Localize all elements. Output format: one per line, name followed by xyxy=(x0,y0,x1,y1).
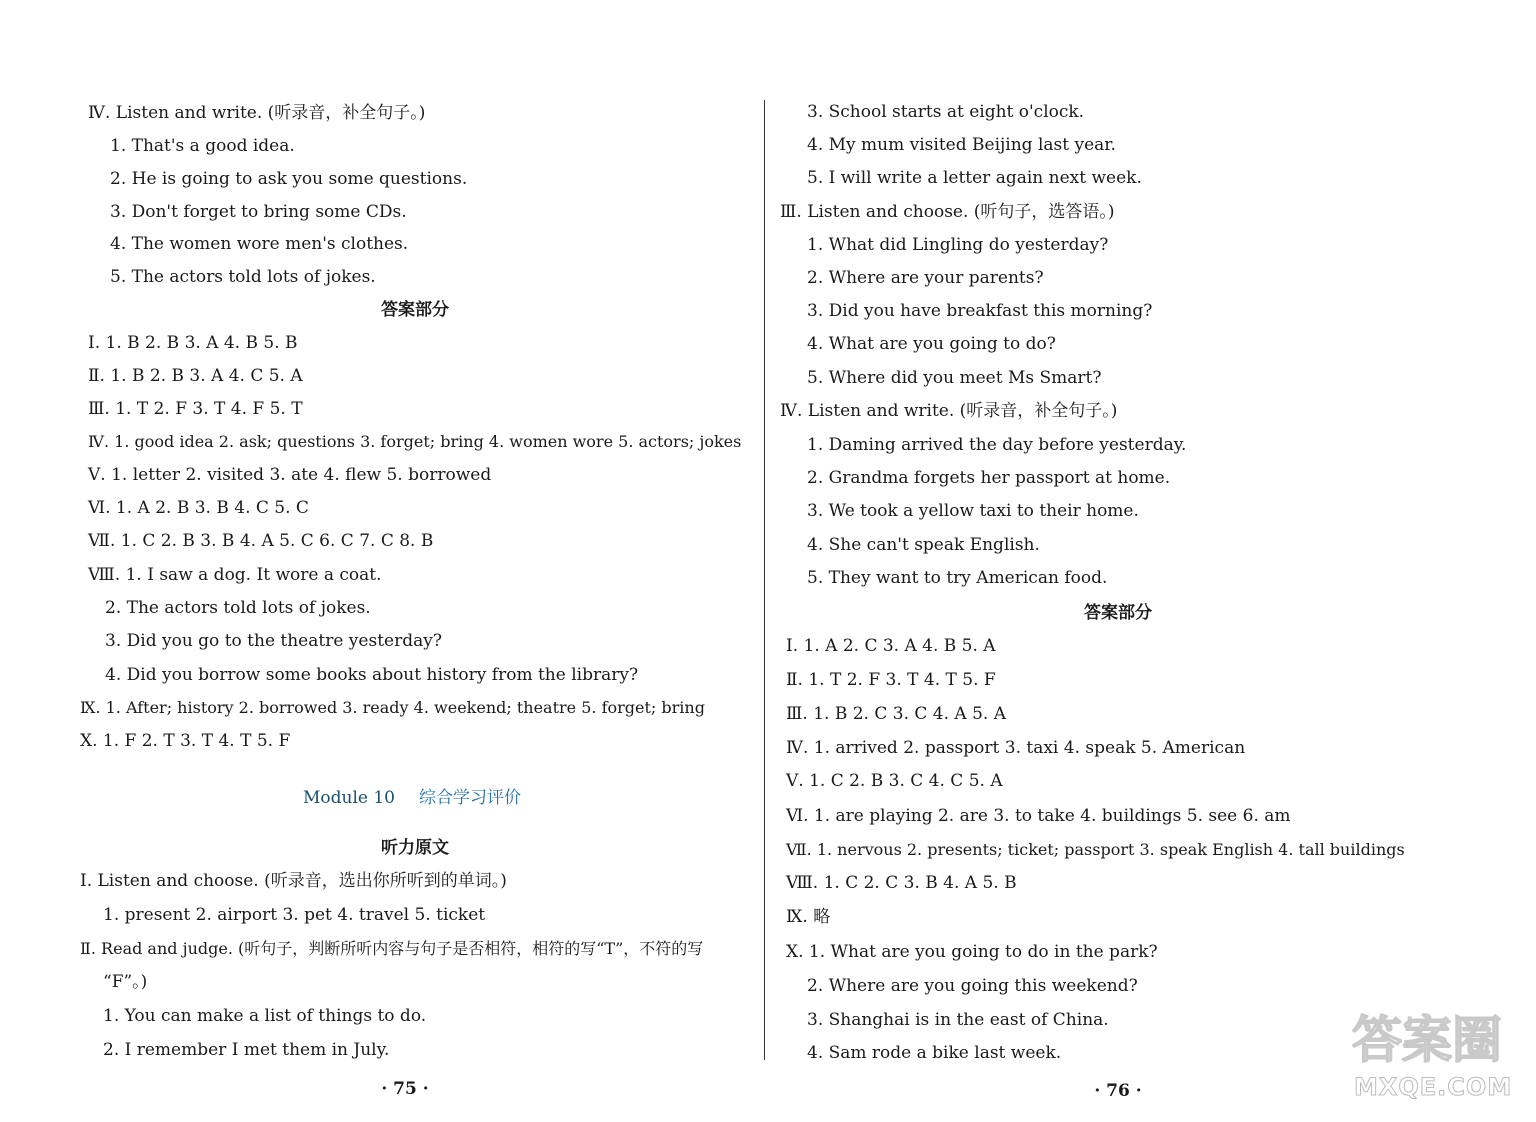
text-line: 2. Grandma forgets her passport at home. xyxy=(807,468,1171,488)
answer-line: Ⅳ. 1. good idea 2. ask; questions 3. forget; bring 4. women wore 5. actors; jokes xyxy=(88,432,742,451)
section-heading: Ⅳ. Listen and write. (听录音，补全句子。) xyxy=(780,401,1118,421)
answer-line: Ⅰ. 1. B 2. B 3. A 4. B 5. B xyxy=(88,333,298,353)
answer-line: Ⅲ. 1. T 2. F 3. T 4. F 5. T xyxy=(88,399,303,419)
right-page xyxy=(768,0,1536,1122)
answer-line: Ⅷ. 1. C 2. C 3. B 4. A 5. B xyxy=(786,873,1017,893)
module-number: Module 10 xyxy=(302,788,396,808)
answer-line: Ⅸ. 1. After; history 2. borrowed 3. ready 4. weekend; theatre 5. forget; bring xyxy=(80,698,705,717)
answer-line: Ⅲ. 1. B 2. C 3. C 4. A 5. A xyxy=(786,704,1006,724)
answer-line: Ⅱ. 1. B 2. B 3. A 4. C 5. A xyxy=(88,366,303,386)
answer-line: 2. The actors told lots of jokes. xyxy=(105,598,371,618)
answers-heading: 答案部分 xyxy=(1084,603,1152,623)
text-line: 3. We took a yellow taxi to their home. xyxy=(807,501,1139,521)
text-line: 3. Did you have breakfast this morning? xyxy=(807,301,1153,321)
answer-line: 2. Where are you going this weekend? xyxy=(807,976,1138,996)
page-divider xyxy=(764,100,765,1060)
answer-line: 3. Shanghai is in the east of China. xyxy=(807,1010,1109,1030)
section-heading: Ⅳ. Listen and write. (听录音，补全句子。) xyxy=(88,103,426,123)
text-line: 1. What did Lingling do yesterday? xyxy=(807,235,1109,255)
section-heading: Ⅲ. Listen and choose. (听句子，选答语。) xyxy=(780,202,1115,222)
answer-line: Ⅸ. 略 xyxy=(786,907,831,927)
answer-line: Ⅵ. 1. A 2. B 3. B 4. C 5. C xyxy=(88,498,309,518)
answer-line: 4. Did you borrow some books about history from the library? xyxy=(105,665,639,685)
module-title xyxy=(303,786,521,810)
answer-line: Ⅶ. 1. C 2. B 3. B 4. A 5. C 6. C 7. C 8. B xyxy=(88,531,434,551)
text-line: 4. She can't speak English. xyxy=(807,535,1040,555)
text-line: 5. I will write a letter again next week. xyxy=(807,168,1142,188)
text-line: 1. present 2. airport 3. pet 4. travel 5. ticket xyxy=(103,905,486,925)
text-line: 5. Where did you meet Ms Smart? xyxy=(807,368,1102,388)
answer-line: Ⅰ. 1. A 2. C 3. A 4. B 5. A xyxy=(786,636,996,656)
text-line: 4. My mum visited Beijing last year. xyxy=(807,135,1116,155)
transcript-heading: 听力原文 xyxy=(381,838,449,858)
text-line: 4. The women wore men's clothes. xyxy=(110,234,409,254)
text-line: 1. You can make a list of things to do. xyxy=(103,1006,427,1026)
text-line: 3. Don't forget to bring some CDs. xyxy=(110,202,407,222)
text-line: 3. School starts at eight o'clock. xyxy=(807,102,1085,122)
watermark-url: MXQE.COM xyxy=(1354,1073,1513,1101)
answer-line: 4. Sam rode a bike last week. xyxy=(807,1043,1062,1063)
section-heading-cont: “F”。) xyxy=(103,972,148,992)
answer-line: Ⅹ. 1. F 2. T 3. T 4. T 5. F xyxy=(80,731,291,751)
section-heading: Ⅱ. Read and judge. (听句子，判断所听内容与句子是否相符，相符的写“T”，不符的写 xyxy=(80,939,704,958)
section-heading: Ⅰ. Listen and choose. (听录音，选出你所听到的单词。) xyxy=(80,871,507,891)
text-line: 1. That's a good idea. xyxy=(110,136,295,156)
answer-line: Ⅷ. 1. I saw a dog. It wore a coat. xyxy=(88,565,382,585)
answer-line: Ⅴ. 1. letter 2. visited 3. ate 4. flew 5. borrowed xyxy=(88,465,492,485)
page-number: · 75 · xyxy=(381,1079,429,1099)
text-line: 5. The actors told lots of jokes. xyxy=(110,267,376,287)
text-line: 1. Daming arrived the day before yesterday. xyxy=(807,435,1187,455)
answer-line: Ⅶ. 1. nervous 2. presents; ticket; passport 3. speak English 4. tall buildings xyxy=(786,840,1405,859)
answer-line: Ⅵ. 1. are playing 2. are 3. to take 4. buildings 5. see 6. am xyxy=(786,806,1291,826)
watermark-logo-text: 答案圈 xyxy=(1352,1011,1502,1069)
text-line: 2. Where are your parents? xyxy=(807,268,1044,288)
page-number: · 76 · xyxy=(1094,1081,1142,1101)
text-line: 2. I remember I met them in July. xyxy=(103,1040,390,1060)
text-line: 4. What are you going to do? xyxy=(807,334,1056,354)
module-subtitle: 综合学习评价 xyxy=(419,788,522,808)
answer-line: Ⅴ. 1. C 2. B 3. C 4. C 5. A xyxy=(786,771,1003,791)
answers-heading: 答案部分 xyxy=(381,300,449,320)
answer-line: 3. Did you go to the theatre yesterday? xyxy=(105,631,442,651)
text-line: 2. He is going to ask you some questions. xyxy=(110,169,468,189)
answer-line: Ⅳ. 1. arrived 2. passport 3. taxi 4. speak 5. American xyxy=(786,738,1246,758)
text-line: 5. They want to try American food. xyxy=(807,568,1108,588)
answer-line: Ⅹ. 1. What are you going to do in the park? xyxy=(786,942,1158,962)
answer-line: Ⅱ. 1. T 2. F 3. T 4. T 5. F xyxy=(786,670,996,690)
